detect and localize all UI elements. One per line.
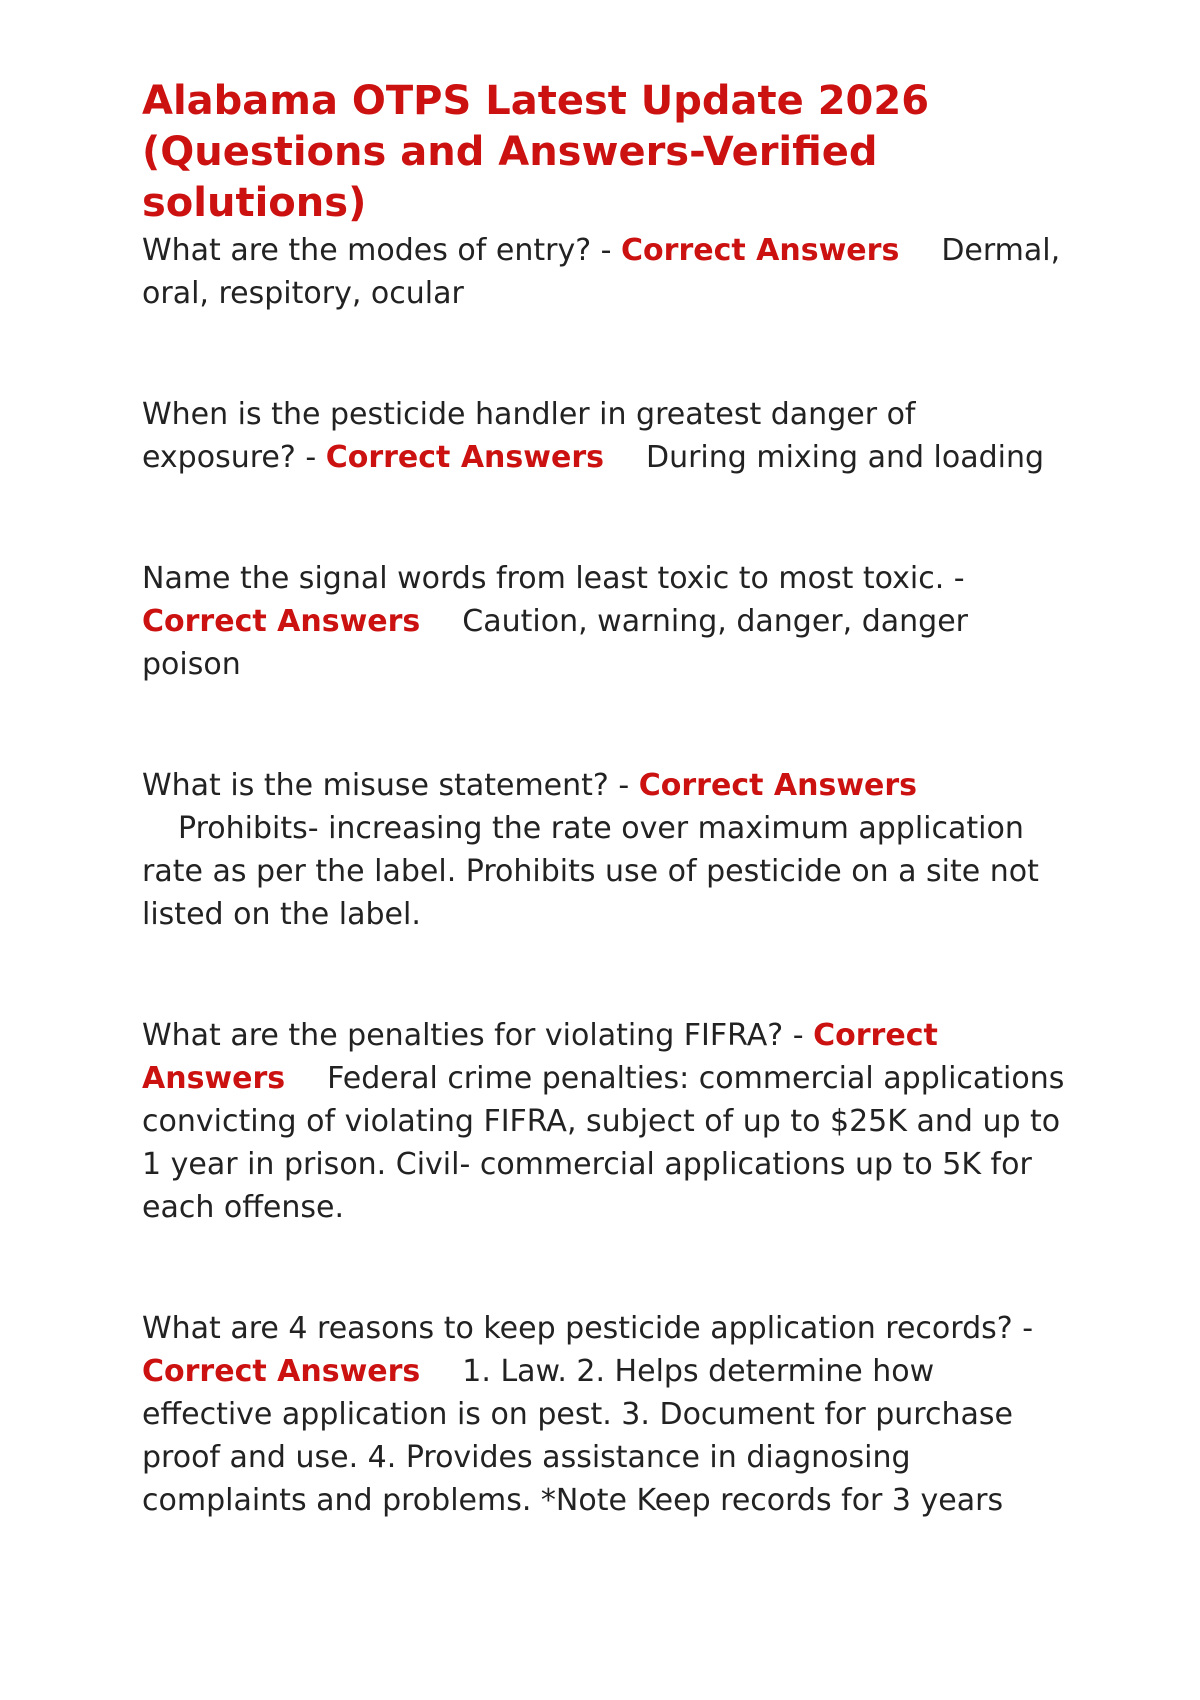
answer-text: Federal crime penalties: commercial applications convicting of violating FIFRA, subject of up to $25K and up to 1 year in prison. Civil- commercial applications up to 5K for each offense. bbox=[142, 1061, 1065, 1225]
qa-item-greatest-danger bbox=[142, 393, 1072, 479]
qa-item-modes-of-entry bbox=[142, 229, 1072, 315]
question-text: When is the pesticide handler in greatest danger of exposure? - bbox=[142, 397, 916, 475]
answer-text: 1. Law. 2. Helps determine how effective application is on pest. 3. Document for purchase proof and use. 4. Provides assistance in diagnosing complaints and problems. *Note Keep records for 3 years bbox=[142, 1354, 1013, 1518]
question-text: What are 4 reasons to keep pesticide application records? - bbox=[142, 1311, 1034, 1346]
qa-item-fifra-penalties bbox=[142, 1014, 1072, 1229]
qa-item-signal-words bbox=[142, 557, 1072, 686]
question-text: What are the modes of entry? - bbox=[142, 233, 612, 268]
answer-text: Prohibits- increasing the rate over maximum application rate as per the label. Prohibits use of pesticide on a site not listed on the label. bbox=[142, 811, 1039, 932]
document-page bbox=[142, 76, 1072, 1522]
correct-answers-label: Correct Answers bbox=[142, 1354, 421, 1389]
document-title: Alabama OTPS Latest Update 2026 (Questions and Answers-Verified solutions) bbox=[142, 78, 930, 226]
answer-text: During mixing and loading bbox=[645, 440, 1045, 475]
question-text: What is the misuse statement? - bbox=[142, 768, 630, 803]
correct-answers-label: Correct Answers bbox=[621, 233, 900, 268]
question-text: Name the signal words from least toxic to most toxic. - bbox=[142, 561, 965, 596]
correct-answers-label: Correct Answers bbox=[638, 768, 918, 803]
answer-text: Caution, warning, danger, danger poison bbox=[142, 604, 968, 682]
correct-answers-label: Correct Answers bbox=[142, 604, 421, 639]
correct-answers-label: Correct Answers bbox=[325, 440, 604, 475]
question-text: What are the penalties for violating FIFRA? - bbox=[142, 1018, 804, 1053]
correct-answers-label: Correct Answers bbox=[142, 1018, 938, 1096]
qa-item-misuse-statement bbox=[142, 764, 1072, 936]
answer-text: Dermal, oral, respitory, ocular bbox=[142, 233, 1061, 311]
qa-item-application-records bbox=[142, 1307, 1072, 1522]
